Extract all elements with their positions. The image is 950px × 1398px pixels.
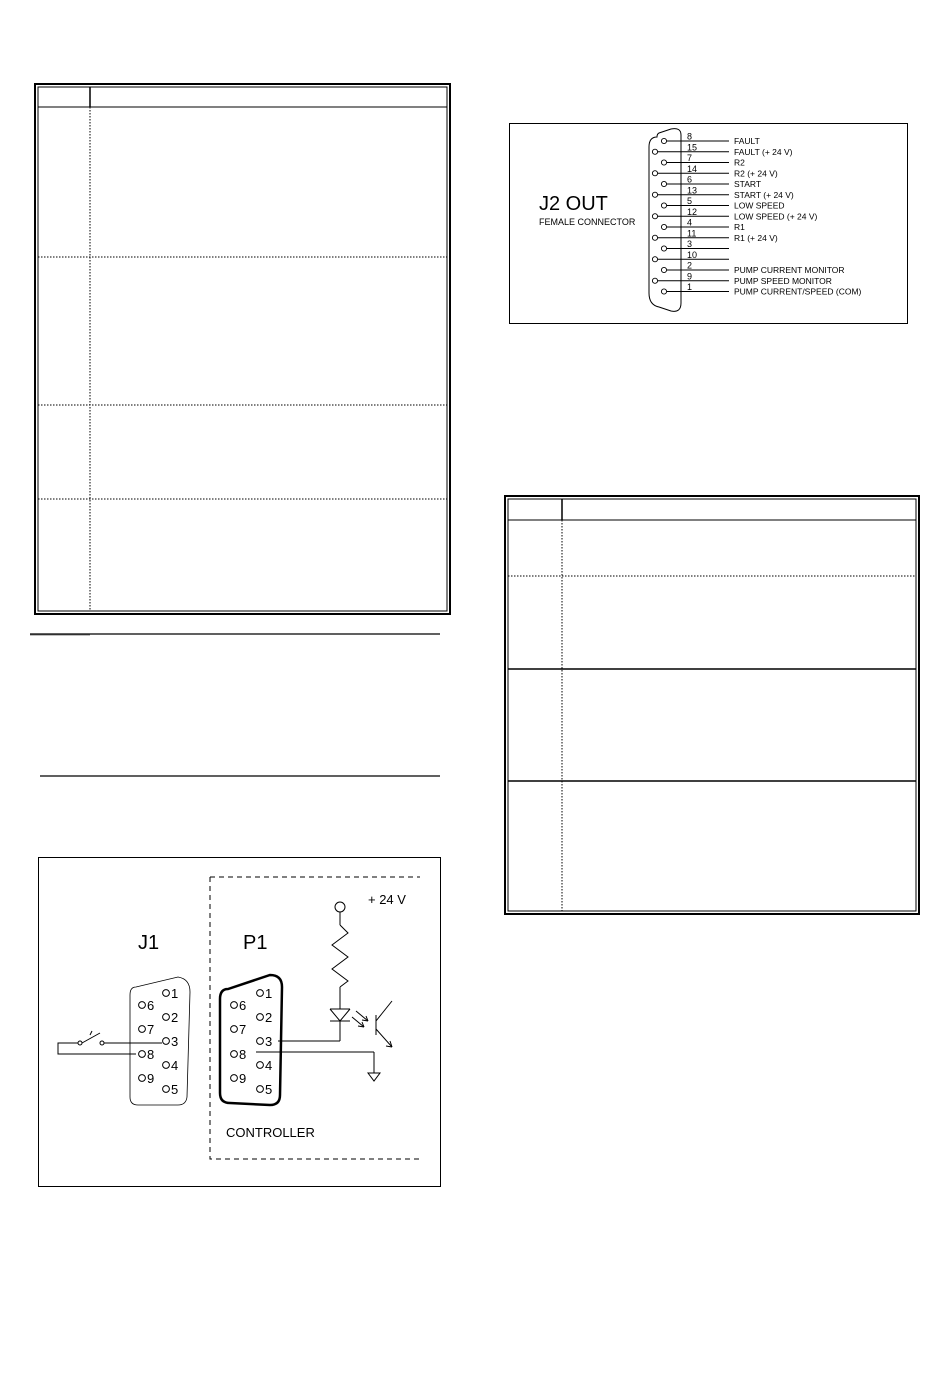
pin-socket [652,192,657,197]
j2-pin-row [661,218,745,233]
j2-pin-number: 5 [687,196,693,206]
left-rules [30,634,440,776]
p1-pin-socket [231,1051,238,1058]
j2-pin-row [661,132,759,147]
j2-pin-number: 15 [687,142,698,153]
j1-pin-number: 7 [147,1022,155,1037]
pin-socket [652,278,657,283]
j1-pin-number: 2 [171,1010,179,1025]
j2-pin-label: FAULT (+ 24 V) [734,146,793,157]
j2-pin-label: LOW SPEED (+ 24 V) [734,211,818,222]
j1-pin-number: 3 [171,1034,179,1049]
right-table [505,496,919,914]
controller-boundary [210,877,420,1159]
pin-socket [652,171,657,176]
j1-pin-socket [163,1062,170,1069]
j1-pin-socket [139,1075,146,1082]
j2-pin-number: 2 [687,260,693,271]
pin-socket [661,246,666,251]
p1-pin-number: 2 [265,1010,273,1025]
j2-pin-label: PUMP CURRENT MONITOR [734,265,845,275]
j2-pin-label: R1 (+ 24 V) [734,232,778,243]
pin-socket [661,181,666,186]
db15-shell [649,129,681,312]
j2-pin-number: 7 [687,153,693,163]
j2-pin-label: R2 [734,157,745,168]
p1-pin-socket [257,990,264,997]
pin-socket [652,257,657,262]
p1-pin-socket [257,1086,264,1093]
j2-pin-label: START [734,179,762,189]
pin-socket [661,289,666,294]
j1-pin-socket [163,1086,170,1093]
j1-pin-number: 6 [147,998,155,1013]
j1-pin-socket [139,1002,146,1009]
p1-pin-number: 1 [265,986,273,1001]
p1-pin-number: 7 [239,1022,247,1037]
j1-pin-number: 4 [171,1058,179,1073]
j1-wiring-diagram [38,857,442,1188]
j2-pin-number: 13 [687,185,698,196]
j2-pin-row [652,185,794,200]
j2-pin-row [652,228,777,243]
j2-subtitle: FEMALE CONNECTOR [539,217,636,227]
p1-pin-socket [231,1026,238,1033]
controller-label: CONTROLLER [226,1125,315,1140]
j2-pin-number: 9 [687,271,693,282]
j2-pin-row [652,142,792,157]
j2-pin-label: START (+ 24 V) [734,189,794,200]
j1-pin-socket [163,1038,170,1045]
j2-pin-number: 8 [687,131,693,142]
p1-pin-number: 5 [265,1082,273,1097]
supply-label: + 24 V [368,892,406,907]
j2-pin-number: 6 [687,174,693,185]
pin-socket [661,138,666,143]
pin-socket [661,160,666,165]
pin-socket [652,235,657,240]
j1-pin-socket [163,990,170,997]
j2-pin-label: LOW SPEED [734,200,785,211]
p1-pin-number: 8 [239,1047,247,1062]
j1-pin-number: 8 [147,1047,155,1062]
j1-pin-socket [139,1051,146,1058]
j2-pin-number: 4 [687,217,693,228]
j2-pin-label: R1 [734,222,745,232]
p1-pin-socket [257,1062,264,1069]
pin-socket [652,214,657,219]
p1-pin-socket [231,1075,238,1082]
j2-pin-label: R2 (+ 24 V) [734,168,778,179]
p1-pin-number: 9 [239,1071,247,1086]
j2-pin-list [652,132,861,297]
j2-pin-row [661,153,745,168]
p1-shell [220,975,282,1105]
j2-pin-label: PUMP SPEED MONITOR [734,275,832,286]
j2-pin-number: 1 [687,282,693,292]
j2-pin-label: PUMP CURRENT/SPEED (COM) [734,286,862,297]
j2-pin-number: 14 [687,163,698,174]
p1-pin-number: 4 [265,1058,273,1073]
j1-pin-socket [163,1014,170,1021]
j2-pin-number: 11 [687,228,697,239]
j1-pin-number: 5 [171,1082,179,1097]
pin-socket [661,267,666,272]
j2-pin-label: FAULT [734,136,760,146]
left-table [35,84,450,614]
pin-socket [661,203,666,208]
pin-socket [652,149,657,154]
p1-pin-socket [231,1002,238,1009]
p1-pin-socket [257,1014,264,1021]
j1-pin-number: 1 [171,986,179,1001]
pin-socket [661,224,666,229]
j2-title: J2 OUT [539,193,608,215]
j2-pin-number: 10 [687,249,698,260]
p1-pin-number: 3 [265,1034,273,1049]
p1-pin-group [231,986,273,1097]
p1-pin-socket [257,1038,264,1045]
j1-pin-socket [139,1026,146,1033]
j2-pin-number: 3 [687,239,693,249]
j1-shell [130,977,190,1105]
j2-pin-row [652,164,777,179]
j1-pin-number: 9 [147,1071,155,1086]
p1-internal-circuit [256,902,392,1081]
p1-pin-number: 6 [239,998,247,1013]
j1-label: J1 [138,932,160,954]
j1-pin-group [139,986,179,1097]
p1-label: P1 [243,932,268,954]
j2-pin-number: 12 [687,206,698,217]
j2-connector-diagram [509,123,909,325]
